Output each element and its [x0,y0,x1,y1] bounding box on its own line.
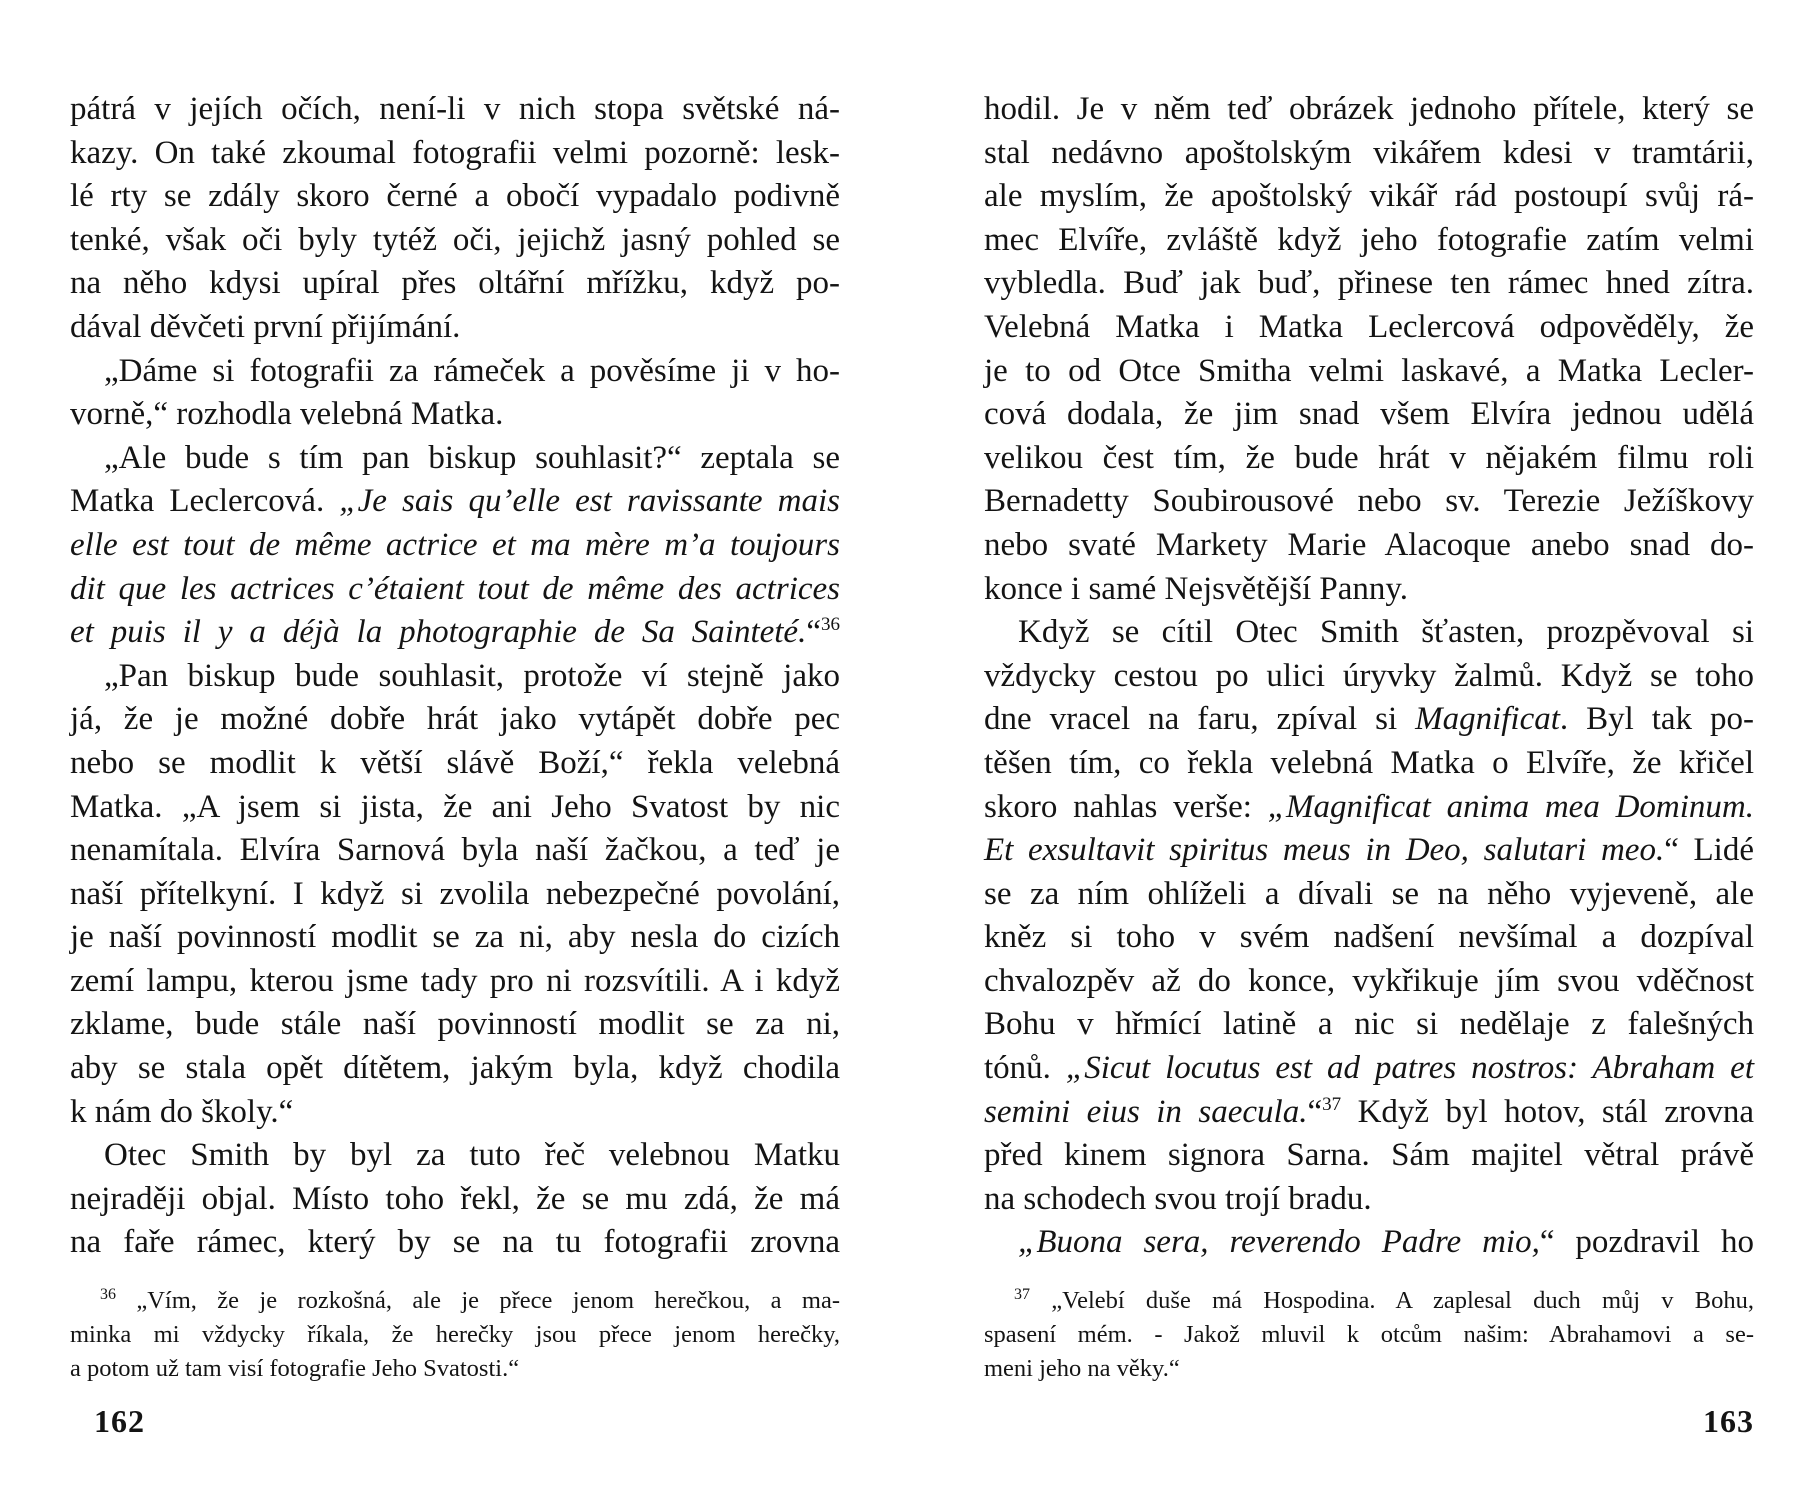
text-run: vybledla. Buď jak buď, přinese ten rámec hned zítra. [984,265,1754,302]
text-line [984,480,1754,524]
text-run: na něho kdysi upíral přes oltářní mřížku, když po- [70,265,840,302]
text-run: kazy. On také zkoumal fotografii velmi pozorně: lesk- [70,134,840,171]
text-line [70,1178,840,1222]
text-run: já, že je možné dobře hrát jako vytápět dobře pec [70,701,840,738]
footnote-line [984,1318,1754,1352]
text-line [70,829,840,873]
text-line [70,611,840,655]
text-run: tónů. [984,1050,1066,1087]
text-run: mec Elvíře, zvláště když jeho fotografie zatím velmi [984,221,1754,258]
text-run: zklame, bude stále naší povinností modlit se za ni, [70,1006,840,1043]
text-run: zemí lampu, kterou jsme tady pro ni rozsvítili. A i když [70,962,840,999]
text-line [70,873,840,917]
text-line [70,219,840,263]
text-line [70,786,840,830]
text-line [70,350,840,394]
text-run: dne vracel na faru, zpíval si [984,701,1416,738]
text-run: . Byl tak po- [1559,701,1754,738]
text-run: konce i samé Nejsvětější Panny. [984,570,1409,607]
text-run: chvalozpěv až do konce, vykřikuje jím svou vděčnost [984,962,1754,999]
italic-text: Et exsultavit spiritus meus in Deo, salutari meo. [984,832,1665,869]
text-line [70,524,840,568]
italic-text: elle est tout de même actrice et ma mère m’a toujours [70,526,840,563]
text-run: k nám do školy.“ [70,1093,294,1130]
text-line [70,960,840,1004]
right-page-number: 163 [1703,1403,1754,1439]
text-run: Matka Leclercová. [70,483,340,520]
text-line [984,350,1754,394]
footnote-marker: 36 [100,1285,116,1303]
text-run: ale myslím, že apoštolský vikář rád postoupí svůj rá- [984,178,1754,215]
footnote-text: spasení mém. - Jakož mluvil k otcům našim: Abrahamovi a se- [984,1321,1754,1348]
text-line [70,88,840,132]
text-line [70,655,840,699]
footnote-line [70,1284,840,1318]
text-line [984,1091,1754,1135]
text-line [984,829,1754,873]
text-run: Když se cítil Otec Smith šťasten, prozpěvoval si [1018,614,1754,651]
text-run: „Pan biskup bude souhlasit, protože ví stejně jako [104,657,840,694]
right-page [984,0,1754,1501]
footnote-text: a potom už tam visí fotografie Jeho Svatosti.“ [70,1355,520,1382]
text-run: Bohu v hřmící latině a nic si nedělaje z falešných [984,1006,1754,1043]
text-line [70,262,840,306]
text-line [984,437,1754,481]
text-run: Velebná Matka i Matka Leclercová odpověděly, že [984,308,1754,345]
text-line [984,219,1754,263]
text-run: lé rty se zdály skoro černé a obočí vypadalo podivně [70,178,840,215]
text-line [984,568,1754,612]
footnote-text: meni jeho na věky.“ [984,1355,1180,1382]
text-run: „Dáme si fotografii za rámeček a pověsíme ji v ho- [104,352,840,389]
footnote-line [984,1352,1754,1386]
text-run: kněz si toho v svém nadšení nevšímal a dozpíval [984,919,1754,956]
text-run: stal nedávno apoštolským vikářem kdesi v tramtárii, [984,134,1754,171]
text-line [70,1003,840,1047]
text-line [70,437,840,481]
text-run: nebo svaté Markety Marie Alacoque anebo snad do- [984,526,1754,563]
left-page-body-text [70,88,840,1265]
text-line [984,1221,1754,1265]
text-run: vždycky cestou po ulici úryvky žalmů. Když se toho [984,657,1754,694]
text-run: naší přítelkyní. I když si zvolila nebezpečné povolání, [70,875,840,912]
left-page [70,0,840,1501]
text-line [984,786,1754,830]
text-line [70,1134,840,1178]
text-line [984,132,1754,176]
text-line [70,132,840,176]
footnote-reference: 36 [821,614,840,636]
text-line [70,568,840,612]
text-line [70,1221,840,1265]
text-line [984,960,1754,1004]
text-run: těšen tím, co řekla velebná Matka o Elvíře, že křičel [984,744,1754,781]
text-run: Matka. „A jsem si jista, že ani Jeho Svatost by nic [70,788,840,825]
text-line [984,393,1754,437]
text-run: Bernadetty Soubirousové nebo sv. Terezie Ježíškovy [984,483,1754,520]
text-line [984,655,1754,699]
text-run: vorně,“ rozhodla velebná Matka. [70,396,504,433]
footnote-line [70,1352,840,1386]
text-run: “ [1307,1093,1323,1130]
text-line [984,1003,1754,1047]
italic-text: „Je sais qu’elle est ravissante mais [339,483,840,520]
right-page-footnote [984,1284,1754,1386]
text-line [984,916,1754,960]
text-run: velikou čest tím, že bude hrát v nějakém filmu roli [984,439,1754,476]
footnote-line [984,1284,1754,1318]
footnote-text: „Vím, že je rozkošná, ale je přece jenom herečkou, a ma- [116,1287,840,1314]
text-line [70,1091,840,1135]
text-line [70,916,840,960]
text-run: nenamítala. Elvíra Sarnová byla naší žačkou, a teď je [70,832,840,869]
text-run: nebo se modlit k větší slávě Boží,“ řekla velebná [70,744,840,781]
text-line [984,262,1754,306]
text-line [984,88,1754,132]
text-line [984,306,1754,350]
text-line [70,393,840,437]
text-line [984,698,1754,742]
text-line [70,306,840,350]
footnote-text: minka mi vždycky říkala, že herečky jsou přece jenom herečky, [70,1321,840,1348]
text-line [70,1047,840,1091]
italic-text: semini eius in saecula. [984,1093,1308,1130]
text-run: “ [806,614,821,651]
left-page-number: 162 [94,1403,145,1439]
text-run: skoro nahlas verše: [984,788,1268,825]
italic-text: dit que les actrices c’étaient tout de même des actrices [70,570,840,607]
footnote-line [70,1318,840,1352]
italic-text: et puis il y a déjà la photographie de Sa Sainteté. [70,614,807,651]
italic-text: „Magnificat anima mea Dominum. [1267,788,1754,825]
text-run: “ pozdravil ho [1539,1224,1754,1261]
text-line [984,1047,1754,1091]
text-run: na schodech svou trojí bradu. [984,1180,1372,1217]
text-run: hodil. Je v něm teď obrázek jednoho přítele, který se [984,91,1754,127]
italic-text: Magnificat [1415,701,1560,738]
left-page-footnote [70,1284,840,1386]
text-run: před kinem signora Sarna. Sám majitel větral právě [984,1137,1754,1174]
text-run: dával děvčeti první přijímání. [70,308,461,345]
text-run: “ Lidé [1664,832,1755,869]
footnote-marker: 37 [1014,1285,1030,1303]
text-run: je naší povinností modlit se za ni, aby nesla do cizích [70,919,840,956]
text-run: tenké, však oči byly tytéž oči, jejichž jasný pohled se [70,221,840,258]
text-line [984,611,1754,655]
text-run: cová dodala, že jim snad všem Elvíra jednou udělá [984,396,1754,433]
text-run: nejraději objal. Místo toho řekl, že se mu zdá, že má [70,1180,840,1217]
text-run: je to od Otce Smitha velmi laskavé, a Matka Lecler- [984,352,1754,389]
text-line [70,175,840,219]
text-line [70,480,840,524]
italic-text: „Buona sera, reverendo Padre mio, [1018,1224,1540,1261]
text-line [70,742,840,786]
text-run: Když byl hotov, stál zrovna [1341,1093,1754,1130]
text-line [984,742,1754,786]
text-run: Otec Smith by byl za tuto řeč velebnou Matku [104,1137,840,1174]
text-line [984,873,1754,917]
italic-text: „Sicut locutus est ad patres nostros: Abraham et [1065,1050,1755,1087]
text-line [984,524,1754,568]
right-page-body-text [984,88,1754,1265]
text-run: aby se stala opět dítětem, jakým byla, když chodila [70,1050,840,1087]
text-line [984,1134,1754,1178]
text-run: na faře rámec, který by se na tu fotografii zrovna [70,1224,840,1261]
text-line [984,1178,1754,1222]
text-run: se za ním ohlíželi a dívali se na něho vyjeveně, ale [984,875,1754,912]
footnote-reference: 37 [1322,1093,1342,1115]
text-line [984,175,1754,219]
text-line [70,698,840,742]
text-run: pátrá v jejích očích, není-li v nich stopa světské ná- [70,91,840,127]
footnote-text: „Velebí duše má Hospodina. A zaplesal duch můj v Bohu, [1030,1287,1754,1314]
text-run: „Ale bude s tím pan biskup souhlasit?“ zeptala se [104,439,840,476]
